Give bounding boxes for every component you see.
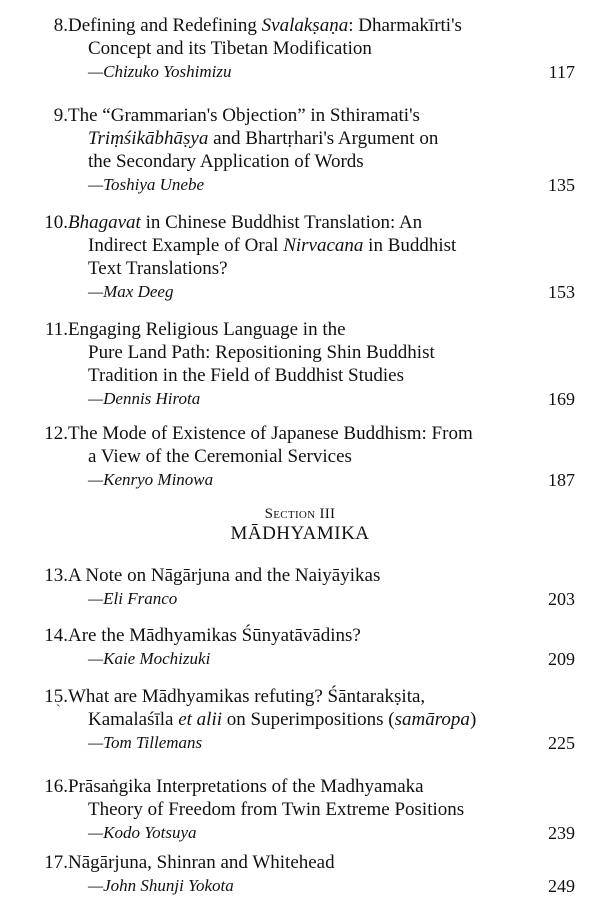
- entry-title-line: [68, 105, 420, 127]
- entry-title-line: [88, 709, 476, 731]
- title-text: Pure Land Path: Repositioning Shin Buddhist: [88, 342, 435, 363]
- title-text: A Note on Nāgārjuna and the Naiyāyikas: [68, 565, 381, 586]
- italic-term: et alii: [178, 709, 223, 730]
- entry-title-line: [88, 342, 435, 364]
- title-text: The Mode of Existence of Japanese Buddhism: From: [68, 423, 473, 444]
- entry-title-line: [68, 212, 422, 234]
- title-text: Are the Mādhyamikas Śūnyatāvādins?: [68, 625, 361, 646]
- entry-page-number: 187: [548, 470, 575, 490]
- entry-number: 11.: [44, 319, 68, 340]
- entry-author: —Tom Tillemans: [88, 733, 203, 752]
- entry-page-number: 135: [548, 175, 575, 195]
- entry-page-number: 203: [548, 589, 575, 609]
- title-text: Engaging Religious Language in the: [68, 319, 346, 340]
- title-text: : Dharmakīrti's: [348, 15, 462, 36]
- section-title: MĀDHYAMIKA: [230, 523, 370, 544]
- title-text: Kamalaśīla: [88, 709, 179, 730]
- entry-title-line: [68, 776, 424, 798]
- title-text: Nāgārjuna, Shinran and Whitehead: [68, 852, 335, 873]
- entry-page-number: 209: [548, 649, 575, 669]
- title-text: What are Mādhyamikas refuting? Śāntarakṣita,: [68, 686, 426, 707]
- entry-title-line: [88, 38, 372, 60]
- entry-author: —Chizuko Yoshimizu: [88, 62, 232, 81]
- entry-page-number: 169: [548, 389, 575, 409]
- italic-term: Nirvacana: [283, 235, 364, 256]
- italic-term: Bhagavat: [68, 212, 141, 233]
- entry-title-line: [68, 852, 335, 874]
- title-text: ): [469, 709, 477, 730]
- entry-title-line: [68, 625, 361, 647]
- entry-page-number: 249: [548, 876, 575, 896]
- entry-title-line: [88, 258, 228, 280]
- entry-title-line: [68, 319, 346, 341]
- stray-mark: ˋ: [56, 703, 61, 718]
- entry-page-number: 225: [548, 733, 575, 753]
- title-text: Indirect Example of Oral: [88, 235, 284, 256]
- entry-page-number: 239: [548, 823, 575, 843]
- entry-title-line: [68, 565, 380, 587]
- entry-title-line: [88, 446, 352, 468]
- entry-author: —Kaie Mochizuki: [88, 649, 211, 668]
- italic-term: Svalakṣaṇa: [261, 15, 349, 36]
- entry-title-line: [88, 235, 456, 257]
- title-text: a View of the Ceremonial Services: [88, 446, 352, 467]
- entry-title-line: [68, 686, 425, 708]
- italic-term: samāropa: [394, 709, 470, 730]
- entry-title-line: [88, 151, 364, 173]
- entry-author: —Max Deeg: [88, 282, 174, 301]
- entry-title-line: [88, 365, 404, 387]
- entry-number: 15.: [44, 686, 68, 707]
- title-text: in Buddhist: [363, 235, 457, 256]
- title-text: Defining and Redefining: [68, 15, 262, 36]
- title-text: Text Translations?: [88, 258, 228, 279]
- entry-title-line: [68, 423, 473, 445]
- entry-title-line: [88, 128, 438, 150]
- entry-author: —Eli Franco: [88, 589, 178, 608]
- entry-page-number: 153: [548, 282, 575, 302]
- title-text: Concept and its Tibetan Modification: [88, 38, 372, 59]
- entry-number: 8.: [53, 15, 68, 36]
- entry-number: 17.: [44, 852, 68, 873]
- title-text: in Chinese Buddhist Translation: An: [140, 212, 423, 233]
- entry-title-line: [68, 15, 462, 37]
- section-label: Section III: [264, 506, 336, 522]
- entry-number: 14.: [44, 625, 68, 646]
- title-text: The “Grammarian's Objection” in Sthiramati's: [68, 105, 420, 126]
- title-text: Prāsaṅgika Interpretations of the Madhyamaka: [68, 776, 424, 797]
- title-text: the Secondary Application of Words: [88, 151, 364, 172]
- entry-author: —Kodo Yotsuya: [88, 823, 197, 842]
- entry-number: 9.: [53, 105, 68, 126]
- title-text: and Bhartṛhari's Argument on: [208, 128, 439, 149]
- entry-number: 13.: [44, 565, 68, 586]
- entry-page-number: 117: [548, 62, 575, 82]
- title-text: Theory of Freedom from Twin Extreme Positions: [88, 799, 465, 820]
- entry-author: —Kenryo Minowa: [88, 470, 214, 489]
- title-text: on Superimpositions (: [222, 709, 395, 730]
- entry-number: 12.: [44, 423, 68, 444]
- entry-author: —John Shunji Yokota: [88, 876, 234, 895]
- entry-author: —Toshiya Unebe: [88, 175, 205, 194]
- title-text: Tradition in the Field of Buddhist Studies: [88, 365, 404, 386]
- entry-number: 10.: [44, 212, 68, 233]
- italic-term: Triṃśikābhāṣya: [88, 128, 209, 149]
- entry-author: —Dennis Hirota: [88, 389, 201, 408]
- entry-title-line: [88, 799, 464, 821]
- entry-number: 16.: [44, 776, 68, 797]
